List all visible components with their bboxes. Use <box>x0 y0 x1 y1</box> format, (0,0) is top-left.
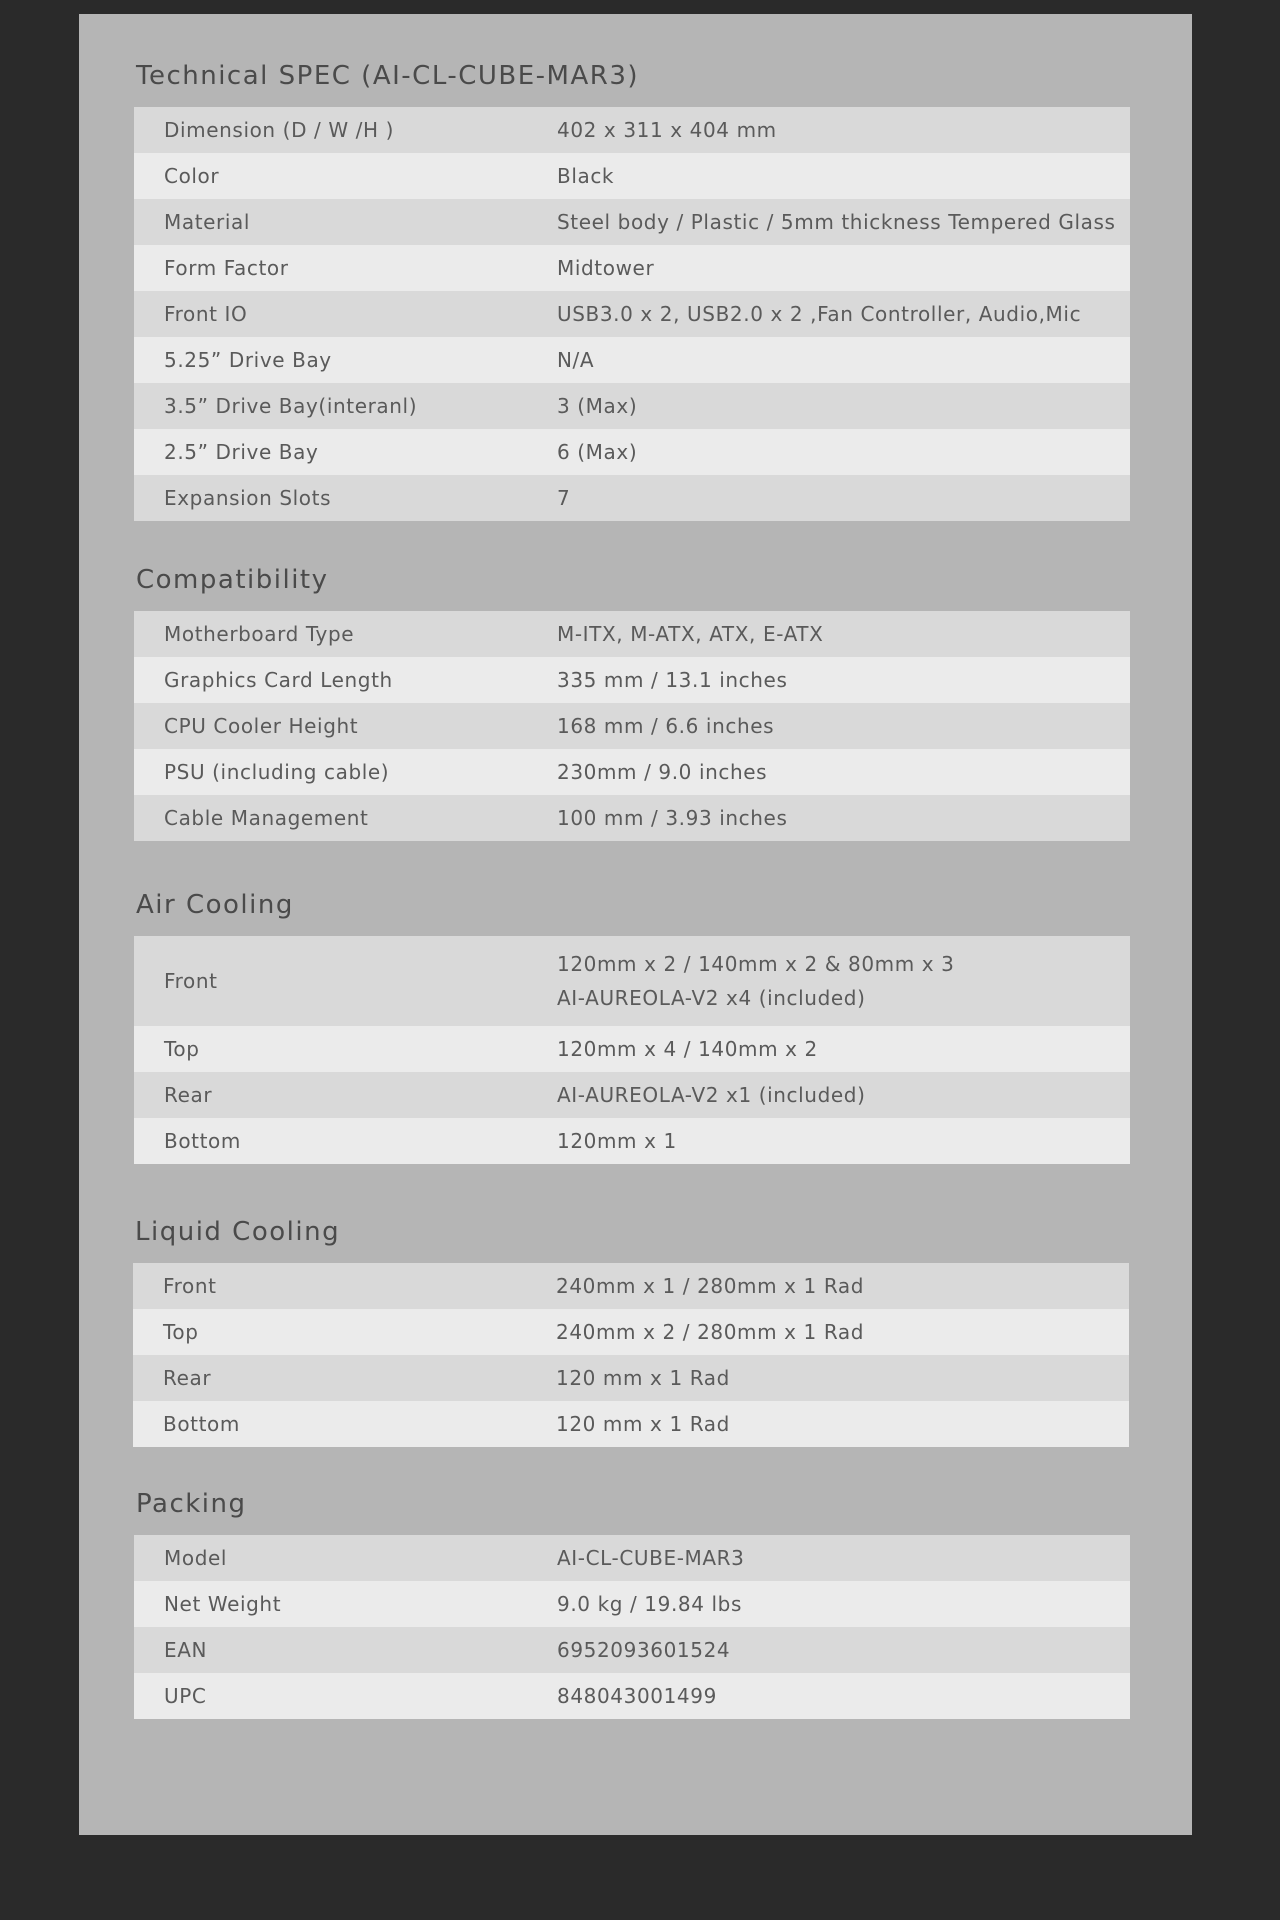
spec-table <box>134 611 1130 841</box>
row-value: 120 mm x 1 Rad <box>556 1366 730 1390</box>
section-title: Technical SPEC (AI-CL-CUBE-MAR3) <box>136 61 640 91</box>
row-value: N/A <box>557 348 595 372</box>
table-row <box>134 245 1130 291</box>
table-row <box>134 795 1130 841</box>
table-row <box>134 1627 1130 1673</box>
table-row <box>133 1355 1129 1401</box>
table-row <box>134 199 1130 245</box>
row-value: AI-AUREOLA-V2 x1 (included) <box>557 1083 866 1107</box>
row-value: 3 (Max) <box>557 394 638 418</box>
section-title: Packing <box>136 1489 247 1519</box>
spec-table <box>134 936 1130 1164</box>
spec-table <box>134 107 1130 521</box>
row-label: EAN <box>164 1638 208 1662</box>
row-label: 3.5” Drive Bay(interanl) <box>164 394 418 418</box>
row-label: Rear <box>163 1366 212 1390</box>
row-value: 120mm x 4 / 140mm x 2 <box>557 1037 818 1061</box>
spec-table <box>133 1263 1129 1447</box>
row-label: Expansion Slots <box>164 486 332 510</box>
row-label: 2.5” Drive Bay <box>164 440 319 464</box>
table-row <box>134 1581 1130 1627</box>
table-row <box>134 657 1130 703</box>
row-value-line: AI-AUREOLA-V2 x4 (included) <box>557 986 866 1010</box>
row-label: Dimension (D / W /H ) <box>164 118 394 142</box>
row-value: AI-CL-CUBE-MAR3 <box>557 1546 745 1570</box>
row-label: Motherboard Type <box>164 622 355 646</box>
row-label: Front IO <box>164 302 248 326</box>
table-row <box>134 936 1130 1026</box>
row-label: Material <box>164 210 251 234</box>
table-row <box>134 1535 1130 1581</box>
row-value: 6952093601524 <box>557 1638 731 1662</box>
row-value: 120mm x 1 <box>557 1129 677 1153</box>
row-value: 240mm x 2 / 280mm x 1 Rad <box>556 1320 865 1344</box>
table-row <box>134 1118 1130 1164</box>
row-value: 230mm / 9.0 inches <box>557 760 768 784</box>
row-label: Graphics Card Length <box>164 668 393 692</box>
table-row <box>134 1072 1130 1118</box>
row-value: Black <box>557 164 615 188</box>
table-row <box>134 703 1130 749</box>
row-value: M-ITX, M-ATX, ATX, E-ATX <box>557 622 824 646</box>
row-label: Front <box>164 969 218 993</box>
section-title: Air Cooling <box>136 890 294 920</box>
row-value: 100 mm / 3.93 inches <box>557 806 788 830</box>
section-title: Compatibility <box>136 565 329 595</box>
row-label: Form Factor <box>164 256 289 280</box>
row-value: 335 mm / 13.1 inches <box>557 668 788 692</box>
row-value: USB3.0 x 2, USB2.0 x 2 ,Fan Controller, Audio,Mic <box>557 302 1082 326</box>
table-row <box>134 383 1130 429</box>
table-row <box>134 1026 1130 1072</box>
table-row <box>133 1263 1129 1309</box>
section-title: Liquid Cooling <box>135 1217 341 1247</box>
row-label: Bottom <box>163 1412 240 1436</box>
row-value: 120 mm x 1 Rad <box>556 1412 730 1436</box>
row-value: 6 (Max) <box>557 440 638 464</box>
table-row <box>134 107 1130 153</box>
spec-table <box>134 1535 1130 1719</box>
row-value: 848043001499 <box>557 1684 717 1708</box>
row-value <box>528 936 1130 1026</box>
row-label: CPU Cooler Height <box>164 714 359 738</box>
table-row <box>134 475 1130 521</box>
row-value: Steel body / Plastic / 5mm thickness Tempered Glass <box>557 210 1116 234</box>
row-label: Rear <box>164 1083 213 1107</box>
row-label: Bottom <box>164 1129 241 1153</box>
row-label: Top <box>164 1037 200 1061</box>
row-label: Color <box>164 164 220 188</box>
row-label: Model <box>164 1546 228 1570</box>
table-row <box>134 749 1130 795</box>
row-value: 7 <box>557 486 571 510</box>
row-label: Top <box>163 1320 199 1344</box>
table-row <box>134 153 1130 199</box>
table-row <box>134 291 1130 337</box>
row-value: 9.0 kg / 19.84 lbs <box>557 1592 742 1616</box>
table-row <box>134 611 1130 657</box>
table-row <box>133 1309 1129 1355</box>
row-label: Net Weight <box>164 1592 282 1616</box>
row-value: Midtower <box>557 256 655 280</box>
row-value: 168 mm / 6.6 inches <box>557 714 775 738</box>
table-row <box>134 337 1130 383</box>
row-label: Cable Management <box>164 806 369 830</box>
row-value: 402 x 311 x 404 mm <box>557 118 777 142</box>
table-row <box>133 1401 1129 1447</box>
table-row <box>134 1673 1130 1719</box>
row-label: UPC <box>164 1684 207 1708</box>
row-label: 5.25” Drive Bay <box>164 348 332 372</box>
table-row <box>134 429 1130 475</box>
row-label: PSU (including cable) <box>164 760 390 784</box>
row-label: Front <box>163 1274 217 1298</box>
row-value-line: 120mm x 2 / 140mm x 2 & 80mm x 3 <box>557 952 955 976</box>
spec-sheet-panel <box>79 14 1192 1835</box>
row-value: 240mm x 1 / 280mm x 1 Rad <box>556 1274 865 1298</box>
